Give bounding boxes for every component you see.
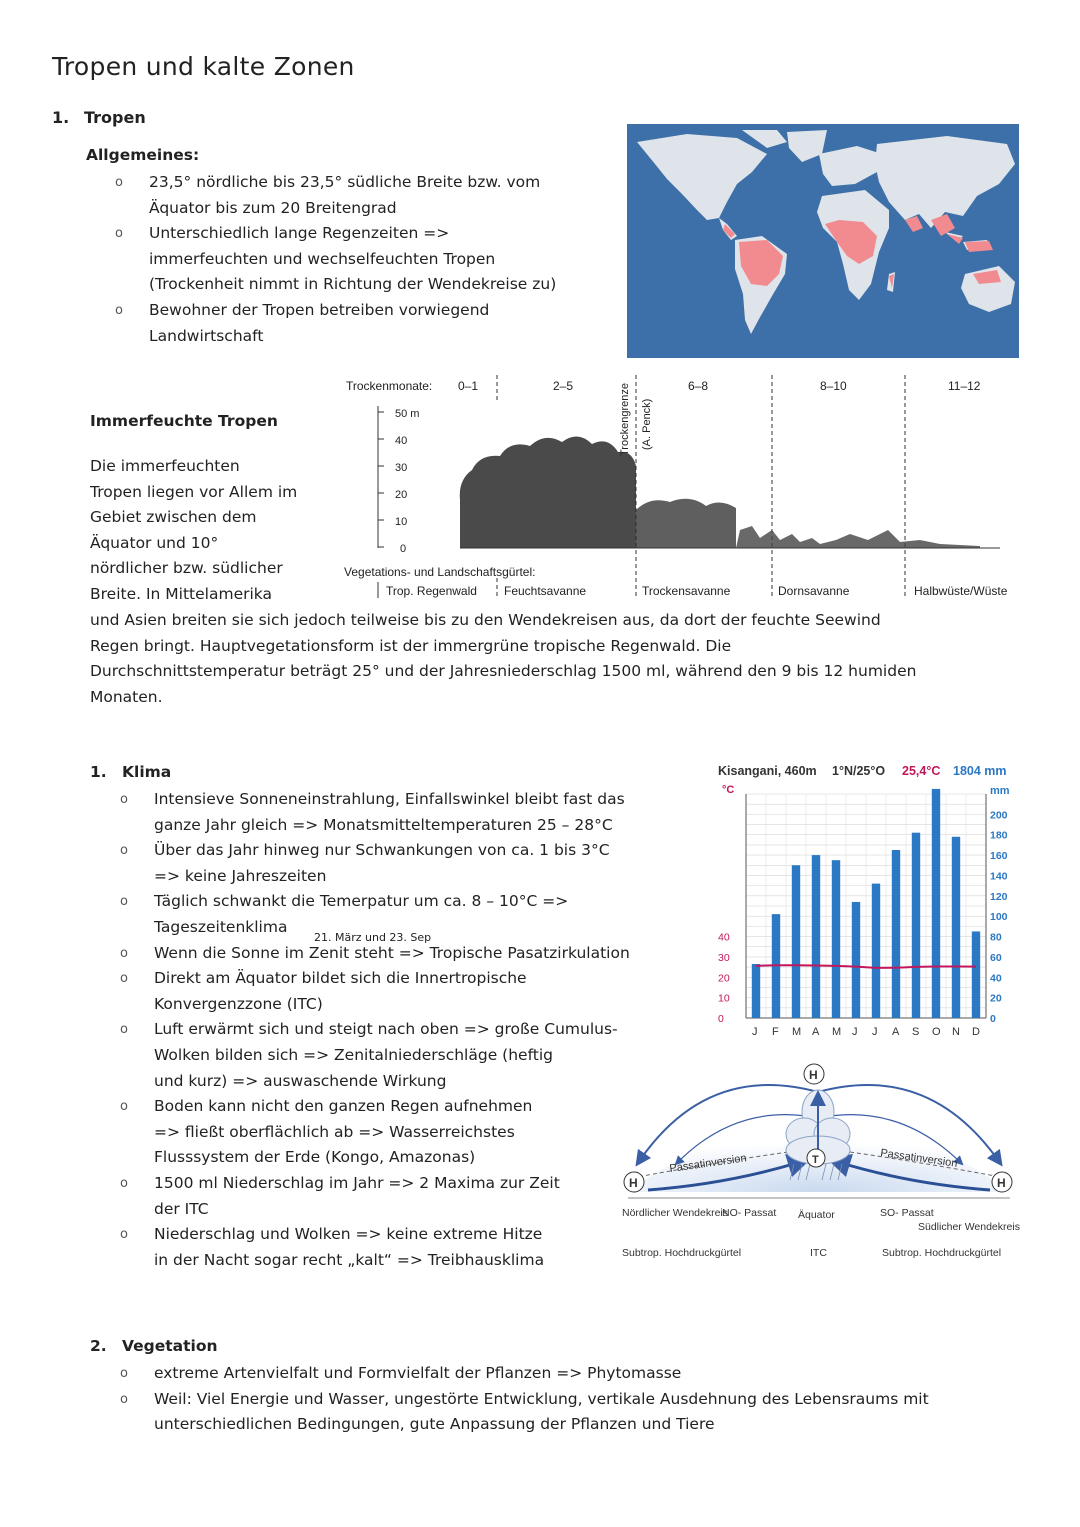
penck-label: (A. Penck) (641, 398, 653, 450)
bullet-icon: o (120, 1022, 128, 1038)
vegetation-heading: Vegetation (122, 1337, 218, 1355)
list-item: o Luft erwärmt sich und steigt nach oben => große Cumulus- Wolken bilden sich => Zenitalniederschläge (heftig und kurz) => auswaschende Wirkung (154, 1017, 694, 1094)
precip-bar (912, 833, 920, 1018)
right-tick-label: 80 (990, 931, 1002, 944)
trockengrenze-label: Trockengrenze (619, 383, 631, 456)
vegetation-profile-figure (340, 370, 1020, 602)
right-tick-label: 20 (990, 992, 1002, 1005)
chart-precip-label: 1804 mm (953, 764, 1007, 778)
allgemeines-heading: Allgemeines: (86, 146, 200, 164)
month-label: J (852, 1026, 858, 1038)
immerfeuchte-heading: Immerfeuchte Tropen (90, 412, 278, 430)
list-item: o Über das Jahr hinweg nur Schwankungen von ca. 1 bis 3°C => keine Jahreszeiten (154, 838, 694, 889)
precip-bar (872, 884, 880, 1018)
label-suedl-wendekreis: Südlicher Wendekreis (918, 1221, 1020, 1233)
trocken-label: Trockenmonate: (346, 379, 433, 393)
label-hochdruck-left: Subtrop. Hochdruckgürtel (622, 1247, 742, 1259)
precip-bar (792, 865, 800, 1018)
left-tick-label: 0 (718, 1013, 724, 1025)
right-tick-label: 140 (990, 870, 1008, 883)
bullet-icon: o (120, 971, 128, 987)
bullet-icon: o (115, 302, 123, 318)
precip-bar (972, 931, 980, 1018)
month-group-label: 11–12 (948, 379, 981, 393)
klima-number: 1. (90, 763, 107, 781)
label-no-passat: NO- Passat (722, 1207, 777, 1219)
month-group-label: 6–8 (688, 379, 709, 393)
precip-bar (852, 902, 860, 1018)
zone-label: Trockensavanne (642, 584, 731, 598)
month-label: J (752, 1026, 758, 1038)
list-item: o Direkt am Äquator bildet sich die Innertropische Konvergenzzone (ITC) (154, 966, 694, 1017)
right-tick-label: 40 (990, 972, 1002, 985)
right-tick-label: 160 (990, 850, 1008, 863)
right-tick-label: 100 (990, 911, 1008, 924)
right-tick-label: 180 (990, 829, 1008, 842)
klima-list (120, 787, 694, 1273)
label-aequator: Äquator (798, 1209, 835, 1221)
month-group-label: 2–5 (553, 379, 574, 393)
chart-right-unit: mm (990, 785, 1010, 797)
vegetation-list (120, 1361, 1034, 1438)
precip-bar (952, 837, 960, 1018)
month-group-label: 0–1 (458, 379, 479, 393)
section-number: 1. (52, 108, 70, 127)
left-tick-label: 20 (718, 972, 730, 985)
bullet-icon: o (120, 1099, 128, 1115)
list-item: o 1500 ml Niederschlag im Jahr => 2 Maxima zur Zeit der ITC (154, 1171, 694, 1222)
zone-label: Trop. Regenwald (386, 584, 477, 598)
list-item: o Unterschiedlich lange Regenzeiten => immerfeuchten und wechselfeuchten Tropen (Trockenheit nimmt in Richtung der Wendekreise zu) (149, 221, 619, 298)
right-tick-label: 0 (990, 1013, 996, 1025)
list-item: o extreme Artenvielfalt und Formvielfalt der Pflanzen => Phytomasse (154, 1361, 1034, 1387)
precip-bar (752, 964, 760, 1018)
list-item: o Boden kann nicht den ganzen Regen aufnehmen => fließt oberflächlich ab => Wasserreichstes Flusssystem der Erde (Kongo, Amazonas) (154, 1094, 694, 1171)
zone-label: Feuchtsavanne (504, 584, 587, 598)
chart-title: Kisangani, 460m (718, 764, 817, 778)
bullet-icon: o (115, 226, 123, 242)
bullet-icon: o (120, 945, 128, 961)
precip-bar (832, 860, 840, 1018)
high-pressure-top-label: H (809, 1068, 818, 1082)
label-so-passat: SO- Passat (880, 1207, 934, 1219)
list-item: o Intensieve Sonneneinstrahlung, Einfallswinkel bleibt fast das ganze Jahr gleich => Monatsmitteltemperaturen 25 – 28°C (154, 787, 694, 838)
page-title: Tropen und kalte Zonen (52, 52, 355, 81)
month-label: S (912, 1026, 920, 1038)
month-label: A (812, 1026, 820, 1038)
zone-label: Dornsavanne (778, 584, 850, 598)
passatinversion-left: Passatinversion (668, 1152, 748, 1175)
month-label: N (952, 1026, 960, 1038)
low-pressure-label: T (812, 1154, 819, 1166)
month-label: M (792, 1026, 802, 1038)
guertel-label: Vegetations- und Landschaftsgürtel: (344, 565, 536, 579)
high-pressure-left-label: H (629, 1176, 638, 1190)
svg-text:20: 20 (395, 489, 408, 501)
right-tick-label: 120 (990, 890, 1008, 903)
svg-text:0: 0 (400, 543, 407, 555)
section-heading-tropen: Tropen (84, 108, 146, 127)
bullet-icon: o (120, 843, 128, 859)
left-tick-label: 40 (718, 931, 730, 944)
high-pressure-right-label: H (997, 1176, 1006, 1190)
svg-text:30: 30 (395, 462, 408, 474)
month-group-label: 8–10 (820, 379, 847, 393)
right-tick-label: 200 (990, 809, 1008, 822)
passatinversion-right: Passatinversion (879, 1147, 959, 1170)
list-item: o Niederschlag und Wolken => keine extreme Hitze in der Nacht sogar recht „kalt“ => Treibhausklima (154, 1222, 694, 1273)
precip-bar (932, 789, 940, 1018)
bullet-icon: o (120, 1391, 128, 1407)
climate-chart-kisangani (710, 758, 1020, 1040)
vegetation-number: 2. (90, 1337, 107, 1355)
bullet-icon: o (120, 1227, 128, 1243)
left-tick-label: 10 (718, 992, 730, 1005)
label-hochdruck-right: Subtrop. Hochdruckgürtel (882, 1247, 1002, 1259)
precip-bar (812, 855, 820, 1018)
svg-text:50 m: 50 m (395, 408, 420, 420)
chart-temp-label: 25,4°C (902, 764, 941, 778)
month-label: O (932, 1026, 941, 1038)
svg-text:40: 40 (395, 435, 408, 447)
zone-label: Halbwüste/Wüste (914, 584, 1008, 598)
bullet-icon: o (120, 1175, 128, 1191)
handwritten-note: 21. März und 23. Sep (314, 931, 432, 944)
month-label: M (832, 1026, 842, 1038)
month-label: D (972, 1026, 980, 1038)
passat-circulation-diagram (618, 1052, 1020, 1270)
chart-left-unit: °C (722, 784, 735, 796)
chart-coords: 1°N/25°O (832, 764, 886, 778)
label-noerdl-wendekreis: Nördlicher Wendekreis (622, 1207, 729, 1219)
list-item: o Täglich schwankt die Temerpatur um ca. 8 – 10°C => Tageszeitenklima (154, 889, 694, 940)
klima-heading: Klima (122, 763, 172, 781)
label-itc: ITC (810, 1247, 827, 1259)
month-label: J (872, 1026, 878, 1038)
immerfeuchte-text-full: und Asien breiten sie sich jedoch teilweise bis zu den Wendekreisen aus, da dort der feuchte Seewind Regen bringt. Hauptvegetationsform ist der immergrüne tropische Regenwald. Die Durchschnittstemperatur beträgt 25° und der Jahresniederschlag 1500 ml, während den 9 bis 12 humiden Monaten. (90, 611, 917, 706)
list-item: o Weil: Viel Energie und Wasser, ungestörte Entwicklung, vertikale Ausdehnung des Lebensraums mit unterschiedlichen Bedingungen, gute Anpassung der Pflanzen und Tiere (154, 1387, 1034, 1438)
month-label: A (892, 1026, 900, 1038)
month-label: F (772, 1026, 779, 1038)
list-item: o 23,5° nördliche bis 23,5° südliche Breite bzw. vom Äquator bis zum 20 Breitengrad (149, 170, 619, 221)
precip-bar (892, 850, 900, 1018)
bullet-icon: o (120, 894, 128, 910)
bullet-icon: o (120, 792, 128, 807)
bullet-icon: o (120, 1366, 128, 1381)
svg-text:10: 10 (395, 516, 408, 528)
world-map-tropics (627, 124, 1019, 358)
allgemeines-list (115, 170, 619, 349)
list-item: o Wenn die Sonne im Zenit steht => Tropische Pasatzirkulation (154, 941, 694, 967)
list-item: o Bewohner der Tropen betreiben vorwiegend Landwirtschaft (149, 298, 619, 349)
immerfeuchte-text-left: Die immerfeuchten Tropen liegen vor Allem im Gebiet zwischen dem Äquator und 10° nördlicher bzw. südlicher Breite. In Mittelamerika (90, 457, 298, 603)
right-tick-label: 60 (990, 951, 1002, 964)
left-tick-label: 30 (718, 951, 730, 964)
bullet-icon: o (115, 175, 123, 190)
